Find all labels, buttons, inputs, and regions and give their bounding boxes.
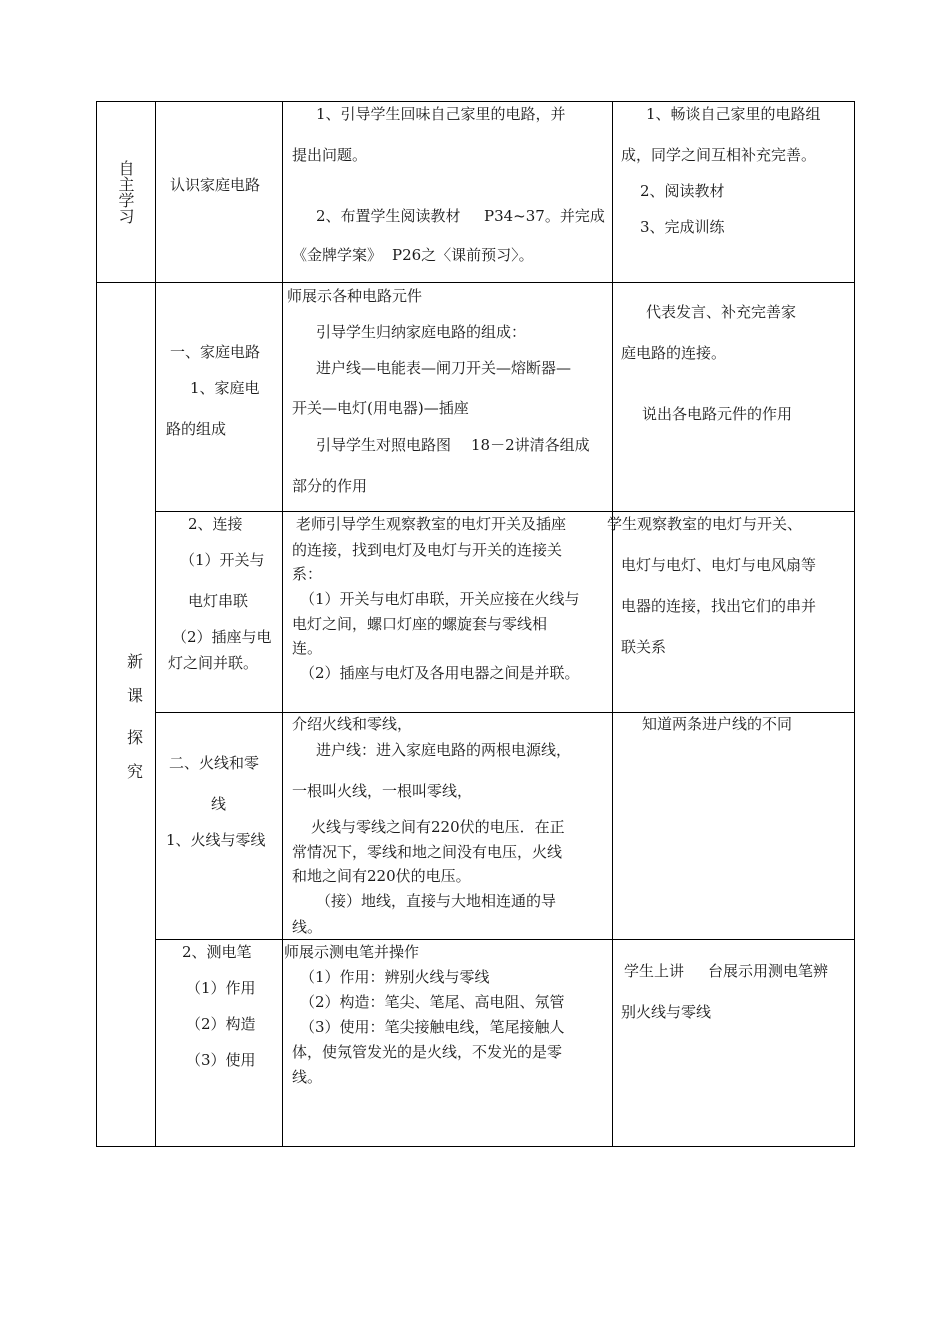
row3-student-line: 电灯与电灯、电灯与电风扇等 bbox=[621, 556, 817, 574]
column-divider bbox=[282, 101, 283, 1147]
row3-topic-line: 电灯串联 bbox=[188, 592, 249, 610]
row1-teacher-line: 1、引导学生回味自己家里的电路，并 bbox=[316, 105, 566, 123]
row3-teacher-line: 电灯之间，螺口灯座的螺旋套与零线相 bbox=[292, 615, 548, 633]
section-new-char: 新 bbox=[127, 652, 144, 671]
row1-teacher-line: P26之〈课前预习〉。 bbox=[392, 246, 534, 264]
table-border-left bbox=[96, 101, 97, 1147]
row1-teacher-line: P34~37。并完成 bbox=[484, 207, 605, 225]
row5-topic-line: （3）使用 bbox=[186, 1051, 256, 1069]
row5-topic-line: 2、测电笔 bbox=[182, 943, 252, 961]
row2-teacher-line: 开关—电灯(用电器)—插座 bbox=[292, 399, 469, 417]
row4-teacher-line: 常情况下，零线和地之间没有电压，火线 bbox=[292, 843, 563, 861]
section-new-char: 探 bbox=[127, 728, 144, 747]
row5-topic-line: （1）作用 bbox=[186, 979, 256, 997]
row-divider bbox=[155, 511, 855, 512]
row2-teacher-line: 引导学生归纳家庭电路的组成： bbox=[316, 323, 527, 341]
row4-topic-line: 二、火线和零 bbox=[169, 754, 260, 772]
row5-topic-line: （2）构造 bbox=[186, 1015, 256, 1033]
row3-student-line: 电器的连接，找出它们的串并 bbox=[621, 597, 817, 615]
row1-student-line: 成，同学之间互相补充完善。 bbox=[621, 146, 817, 164]
row1-student-line: 1、畅谈自己家里的电路组 bbox=[646, 105, 821, 123]
row-divider bbox=[96, 282, 855, 283]
row2-teacher-line: 师展示各种电路元件 bbox=[287, 287, 423, 305]
row4-topic-line: 线 bbox=[211, 795, 227, 813]
row-divider bbox=[155, 939, 855, 940]
row3-teacher-line: （1）开关与电灯串联，开关应接在火线与 bbox=[300, 590, 580, 608]
row4-teacher-line: 进户线：进入家庭电路的两根电源线， bbox=[316, 741, 572, 759]
row1-student-line: 3、完成训练 bbox=[640, 218, 725, 236]
row2-topic-line: 一、家庭电路 bbox=[170, 343, 261, 361]
row1-topic: 认识家庭电路 bbox=[170, 176, 261, 194]
row3-topic-line: 灯之间并联。 bbox=[168, 654, 259, 672]
row5-teacher-line: （2）构造：笔尖、笔尾、高电阻、氖管 bbox=[300, 993, 565, 1011]
row3-teacher-line: 老师引导学生观察教室的电灯开关及插座 bbox=[296, 515, 567, 533]
row5-student-line: 学生上讲 bbox=[624, 962, 685, 980]
row4-teacher-line: 线。 bbox=[292, 918, 323, 936]
row2-student-line: 庭电路的连接。 bbox=[621, 344, 727, 362]
row4-student-line: 知道两条进户线的不同 bbox=[642, 715, 793, 733]
row2-teacher-line: 进户线—电能表—闸刀开关—熔断器— bbox=[316, 359, 572, 377]
table-border-top bbox=[96, 101, 855, 102]
row3-teacher-line: （2）插座与电灯及各用电器之间是并联。 bbox=[300, 664, 580, 682]
row5-teacher-line: 体，使氖管发光的是火线，不发光的是零 bbox=[292, 1043, 563, 1061]
column-divider bbox=[155, 101, 156, 1147]
row1-student-line: 2、阅读教材 bbox=[640, 182, 725, 200]
row3-topic-line: 2、连接 bbox=[188, 515, 243, 533]
column-divider bbox=[612, 101, 613, 1147]
section-new-char: 课 bbox=[127, 686, 144, 705]
row5-teacher-line: 线。 bbox=[292, 1068, 323, 1086]
row4-teacher-line: 火线与零线之间有220伏的电压．在正 bbox=[311, 818, 565, 836]
row1-teacher-line: 2、布置学生阅读教材 bbox=[316, 207, 461, 225]
row3-topic-line: （1）开关与 bbox=[180, 551, 265, 569]
row3-student-line: 学生观察教室的电灯与开关、 bbox=[607, 515, 803, 533]
row2-topic-line: 1、家庭电 bbox=[190, 379, 260, 397]
section-new-char: 究 bbox=[127, 762, 144, 781]
row3-teacher-line: 系： bbox=[292, 565, 323, 583]
table-border-bottom bbox=[96, 1146, 855, 1147]
row-divider bbox=[155, 712, 855, 713]
row2-teacher-line: 18－2讲清各组成 bbox=[471, 436, 590, 454]
row1-teacher-line: 《金牌学案》 bbox=[292, 246, 383, 264]
row2-student-line: 说出各电路元件的作用 bbox=[642, 405, 793, 423]
section-self-study: 自主学习 bbox=[116, 160, 135, 224]
row2-teacher-line: 部分的作用 bbox=[292, 477, 368, 495]
row3-topic-line: （2）插座与电 bbox=[172, 628, 272, 646]
row5-student-line: 别火线与零线 bbox=[621, 1003, 712, 1021]
row2-student-line: 代表发言、补充完善家 bbox=[646, 303, 797, 321]
row4-teacher-line: （接）地线，直接与大地相连通的导 bbox=[316, 892, 557, 910]
row1-teacher-line: 提出问题。 bbox=[292, 146, 368, 164]
row5-student-line: 台展示用测电笔辨 bbox=[708, 962, 829, 980]
row2-topic-line: 路的组成 bbox=[166, 420, 227, 438]
row4-teacher-line: 一根叫火线，一根叫零线， bbox=[292, 782, 473, 800]
row4-teacher-line: 介绍火线和零线， bbox=[292, 715, 413, 733]
row3-teacher-line: 的连接，找到电灯及电灯与开关的连接关 bbox=[292, 541, 563, 559]
row5-teacher-line: （3）使用：笔尖接触电线，笔尾接触人 bbox=[300, 1018, 565, 1036]
row4-teacher-line: 和地之间有220伏的电压。 bbox=[292, 867, 471, 885]
row3-teacher-line: 连。 bbox=[292, 639, 323, 657]
row3-student-line: 联关系 bbox=[621, 638, 667, 656]
row4-topic-line: 1、火线与零线 bbox=[166, 831, 266, 849]
row5-teacher-line: （1）作用：辨别火线与零线 bbox=[300, 968, 490, 986]
table-border-right bbox=[854, 101, 855, 1147]
row2-teacher-line: 引导学生对照电路图 bbox=[316, 436, 452, 454]
row5-teacher-line: 师展示测电笔并操作 bbox=[284, 943, 420, 961]
